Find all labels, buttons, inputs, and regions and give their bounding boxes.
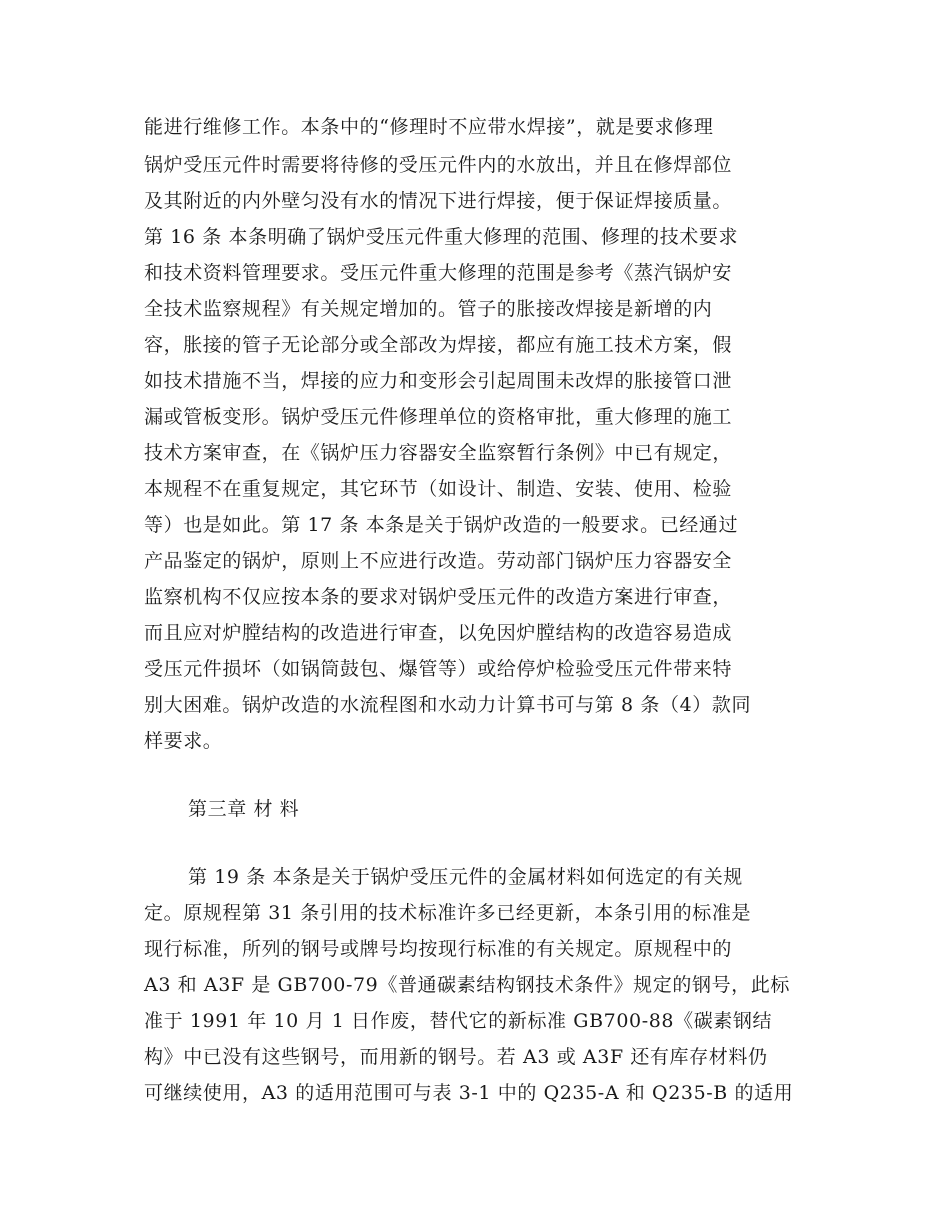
- text-line: 监察机构不仅应按本条的要求对锅炉受压元件的改造方案进行审查，: [144, 586, 733, 608]
- text-line: 别大困难。锅炉改造的水流程图和水动力计算书可与第 8 条（4）款同: [144, 694, 752, 716]
- text-line: 第 16 条 本条明确了锅炉受压元件重大修理的范围、修理的技术要求: [144, 226, 739, 248]
- text-line: 受压元件损坏（如锅筒鼓包、爆管等）或给停炉检验受压元件带来特: [144, 658, 733, 680]
- text-line: 如技术措施不当，焊接的应力和变形会引起周围未改焊的胀接管口泄: [144, 370, 733, 392]
- paragraph-first-line: 第 19 条 本条是关于锅炉受压元件的金属材料如何选定的有关规: [188, 866, 743, 888]
- text-line: 技术方案审查，在《锅炉压力容器安全监察暂行条例》中已有规定，: [144, 442, 733, 464]
- text-line: 等）也是如此。第 17 条 本条是关于锅炉改造的一般要求。已经通过: [144, 514, 739, 536]
- text-line: A3 和 A3F 是 GB700-79《普通碳素结构钢技术条件》规定的钢号，此标: [144, 974, 790, 996]
- text-line: 可继续使用，A3 的适用范围可与表 3-1 中的 Q235-A 和 Q235-B 的适用: [144, 1082, 794, 1104]
- text-line: 容，胀接的管子无论部分或全部改为焊接，都应有施工技术方案，假: [144, 334, 733, 356]
- text-line: 准于 1991 年 10 月 1 日作废，替代它的新标准 GB700-88《碳素钢结: [144, 1010, 773, 1032]
- text-line: 产品鉴定的锅炉，原则上不应进行改造。劳动部门锅炉压力容器安全: [144, 550, 733, 572]
- text-line: 漏或管板变形。锅炉受压元件修理单位的资格审批，重大修理的施工: [144, 406, 733, 428]
- text-line: 定。原规程第 31 条引用的技术标准许多已经更新，本条引用的标准是: [144, 902, 752, 924]
- chapter-heading: 第三章 材 料: [188, 798, 300, 820]
- text-line: 而且应对炉膛结构的改造进行审查，以免因炉膛结构的改造容易造成: [144, 622, 733, 644]
- text-line: 及其附近的内外壁匀没有水的情况下进行焊接，便于保证焊接质量。: [144, 190, 733, 212]
- text-line: 能进行维修工作。本条中的“修理时不应带水焊接”，就是要求修理: [144, 116, 714, 138]
- text-line: 锅炉受压元件时需要将待修的受压元件内的水放出，并且在修焊部位: [144, 154, 733, 176]
- text-line: 构》中已没有这些钢号，而用新的钢号。若 A3 或 A3F 还有库存材料仍: [144, 1046, 768, 1068]
- text-line: 样要求。: [144, 730, 223, 752]
- text-line: 现行标准，所列的钢号或牌号均按现行标准的有关规定。原规程中的: [144, 938, 733, 960]
- text-line: 和技术资料管理要求。受压元件重大修理的范围是参考《蒸汽锅炉安: [144, 262, 733, 284]
- text-line: 本规程不在重复规定，其它环节（如设计、制造、安装、使用、检验: [144, 478, 733, 500]
- text-line: 全技术监察规程》有关规定增加的。管子的胀接改焊接是新增的内: [144, 298, 713, 320]
